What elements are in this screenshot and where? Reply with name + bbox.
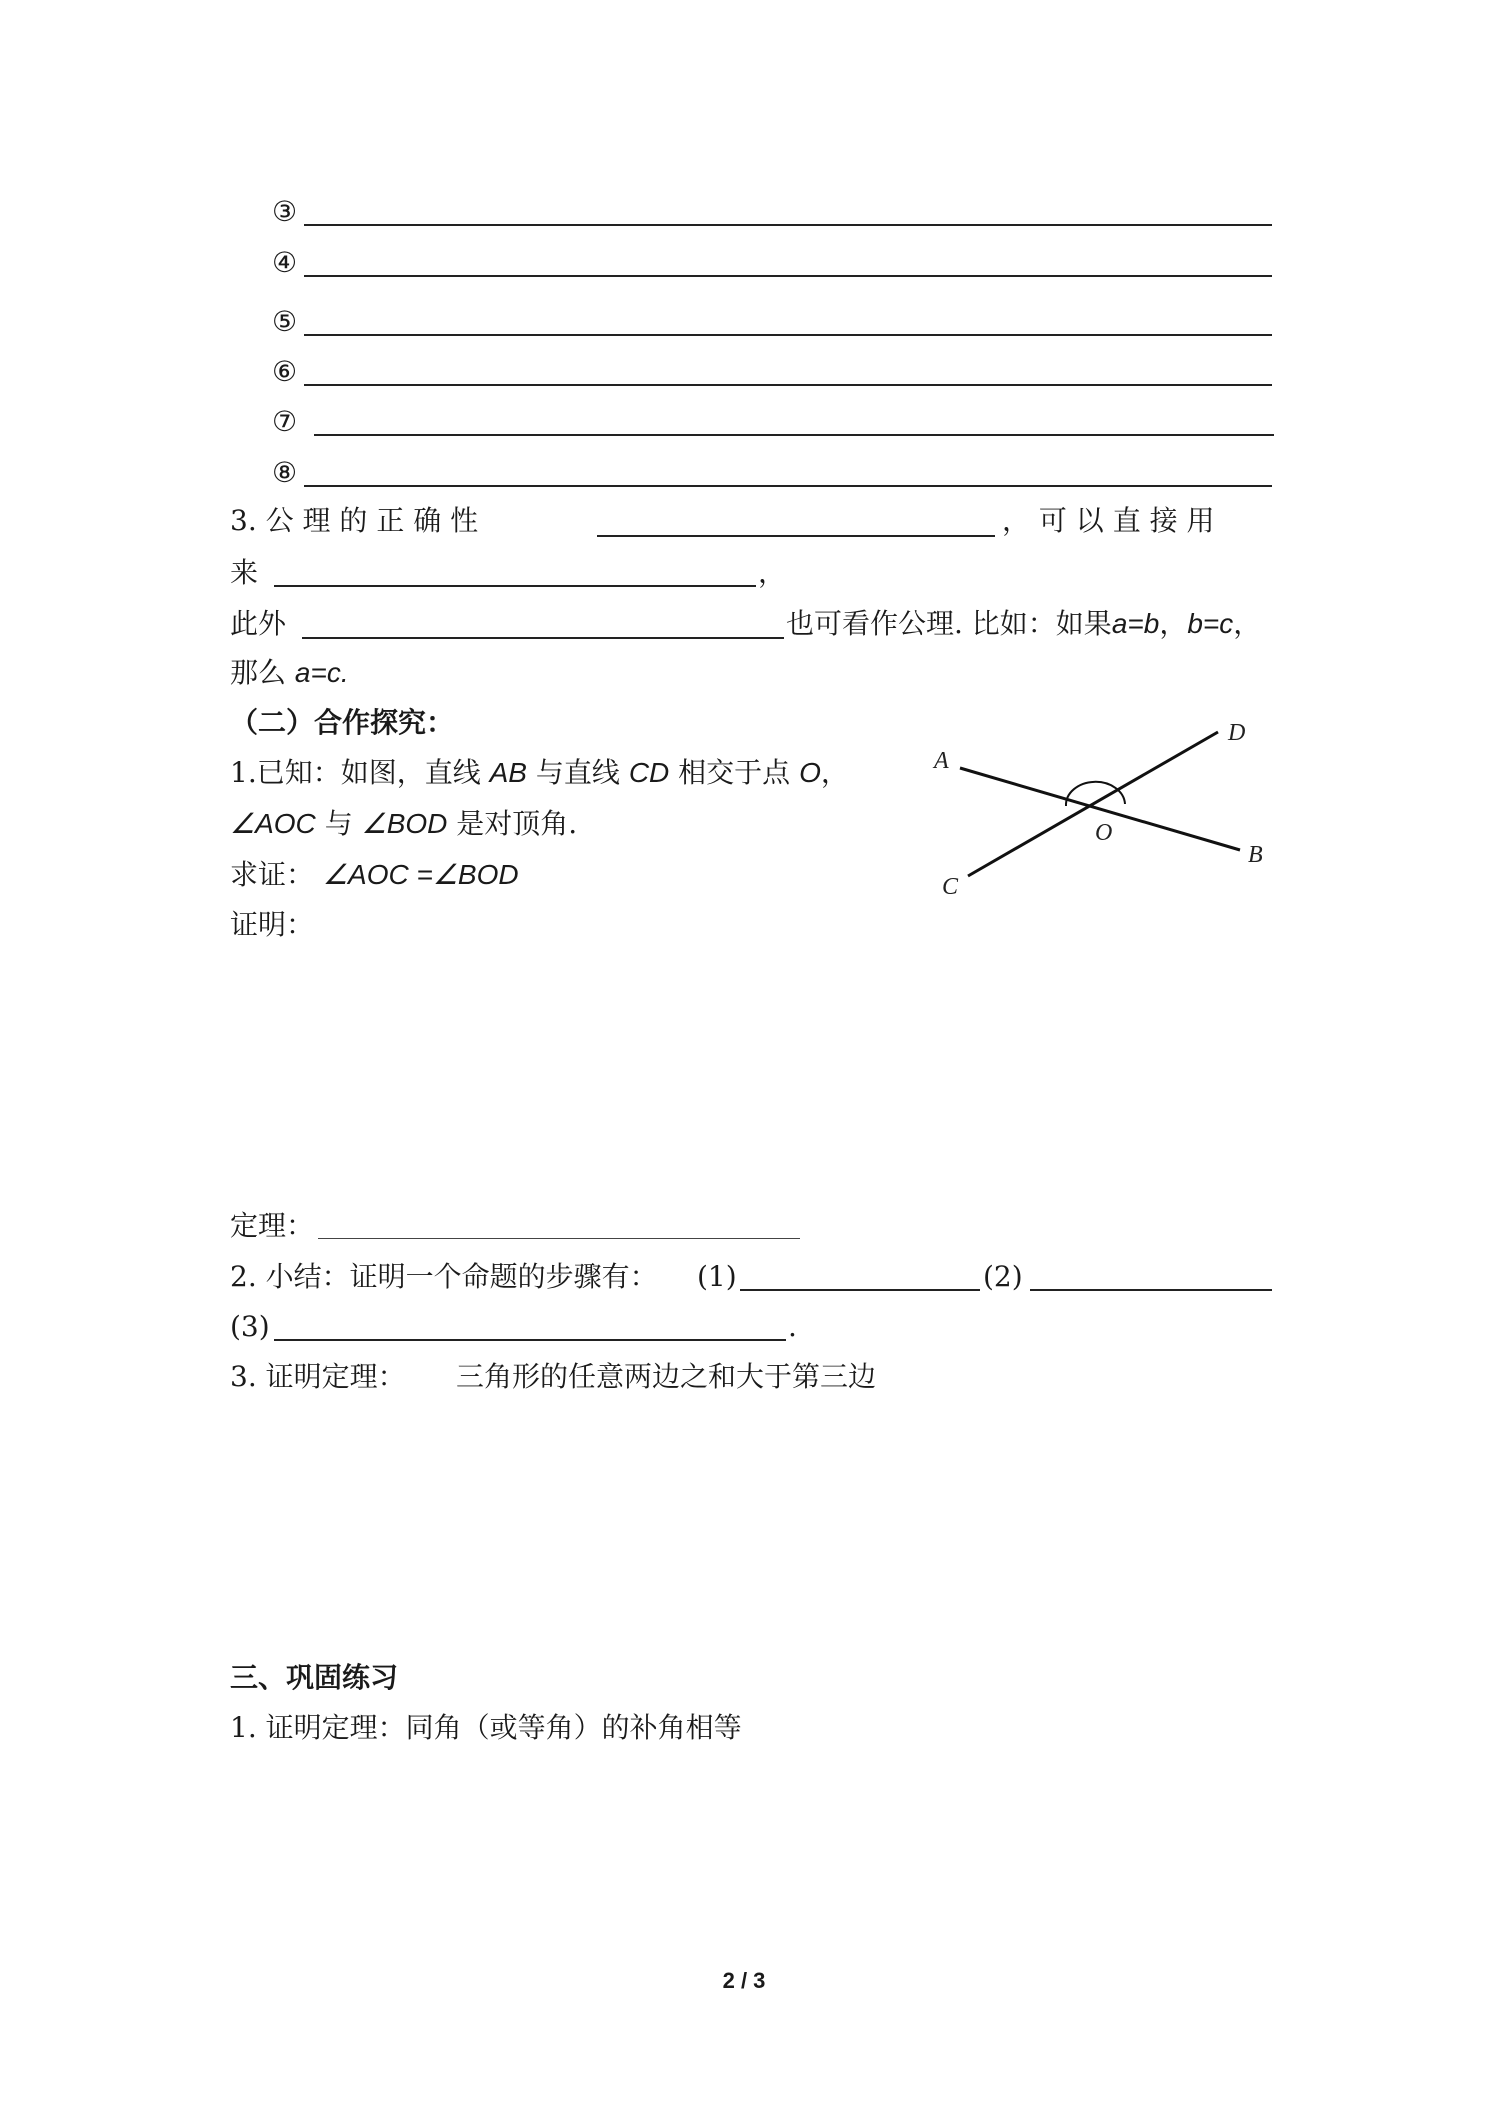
axiom-blank-3[interactable] (302, 637, 784, 639)
math-a-eq-c: a=c. (294, 657, 349, 688)
axiom-blank-1[interactable] (597, 535, 995, 537)
step2-label: (2) (983, 1260, 1023, 1293)
q1-prefix: 1.已知：如图，直线 (230, 756, 481, 789)
q1-line2-end: 是对顶角. (456, 807, 578, 840)
answer-line-8[interactable] (304, 485, 1272, 487)
section2-heading: （二）合作探究： (230, 706, 455, 739)
answer-line-7[interactable] (314, 434, 1274, 436)
label-d: D (1228, 720, 1246, 746)
proof-label: 证明： (230, 908, 315, 941)
q1-mid2: 相交于点 (678, 756, 791, 789)
item-marker-8: ⑧ (272, 456, 298, 489)
math-b-eq-c: b=c (1187, 608, 1234, 639)
axiom-sep: ， (1159, 607, 1188, 640)
section3-q1: 1. 证明定理：同角（或等角）的补角相等 (230, 1711, 742, 1744)
step1-label: (1) (697, 1260, 737, 1293)
q3-text: 三角形的任意两边之和大于第三边 (456, 1360, 877, 1393)
item-marker-5: ⑤ (272, 305, 298, 338)
label-c: C (942, 874, 959, 900)
step3-blank[interactable] (274, 1339, 786, 1341)
axiom-line4 (230, 655, 349, 691)
q3-label: 3. 证明定理： (230, 1360, 406, 1393)
axiom-line3-tail (786, 606, 1261, 642)
answer-line-6[interactable] (304, 384, 1272, 386)
label-o: O (1095, 820, 1113, 846)
step1-blank[interactable] (740, 1289, 980, 1291)
q1-line1 (230, 755, 849, 791)
axiom-line3 (230, 606, 286, 642)
label-a: A (934, 748, 949, 774)
answer-line-3[interactable] (304, 224, 1272, 226)
axiom-line3-suffix: 也可看作公理. 比如：如果 (786, 607, 1112, 640)
answer-line-5[interactable] (304, 334, 1272, 336)
math-a-eq-b: a=b (1111, 608, 1160, 639)
item-marker-4: ④ (272, 246, 298, 279)
axiom-line2-prefix: 来 (230, 556, 259, 589)
q1-ab: AB (489, 757, 527, 788)
q1-line2 (230, 806, 577, 842)
step2-blank[interactable] (1030, 1289, 1272, 1291)
prove-expr: ∠AOC =∠BOD (322, 859, 519, 890)
q1-mid: 与直线 (535, 756, 620, 789)
label-b: B (1248, 842, 1263, 868)
section3-heading: 三、巩固练习 (230, 1661, 399, 1694)
intersecting-lines-figure (900, 700, 1280, 910)
prove-line (230, 857, 519, 893)
angle-bod: ∠BOD (361, 808, 448, 839)
q1-o: O (799, 757, 821, 788)
q1-line2-mid: 与 (324, 807, 353, 840)
axiom-line1-suffix: ， 可 以 直 接 用 (1002, 504, 1215, 537)
prove-label: 求证： (230, 858, 315, 891)
axiom-line4-prefix: 那么 (230, 656, 287, 689)
theorem-blank[interactable] (318, 1238, 800, 1239)
axiom-line3-prefix: 此外 (230, 607, 287, 640)
axiom-blank-2[interactable] (274, 585, 756, 587)
answer-line-4[interactable] (304, 275, 1272, 277)
theorem-label: 定理： (230, 1209, 315, 1242)
item-marker-7: ⑦ (272, 405, 298, 438)
item-marker-6: ⑥ (272, 355, 298, 388)
q1-cd: CD (628, 757, 670, 788)
page-number: 2 / 3 (722, 1968, 766, 1993)
axiom-end: ， (1233, 607, 1262, 640)
line-cd (968, 732, 1218, 876)
step3-end: . (788, 1310, 797, 1343)
angle-aoc: ∠AOC (230, 808, 316, 839)
summary-text: 2. 小结：证明一个命题的步骤有： (230, 1260, 658, 1293)
step3-label: (3) (230, 1310, 270, 1343)
axiom-line2-suffix: ， (758, 556, 787, 589)
q1-end: ， (820, 756, 849, 789)
axiom-line1-prefix: 3. 公 理 的 正 确 性 (230, 504, 479, 537)
item-marker-3: ③ (272, 195, 298, 228)
